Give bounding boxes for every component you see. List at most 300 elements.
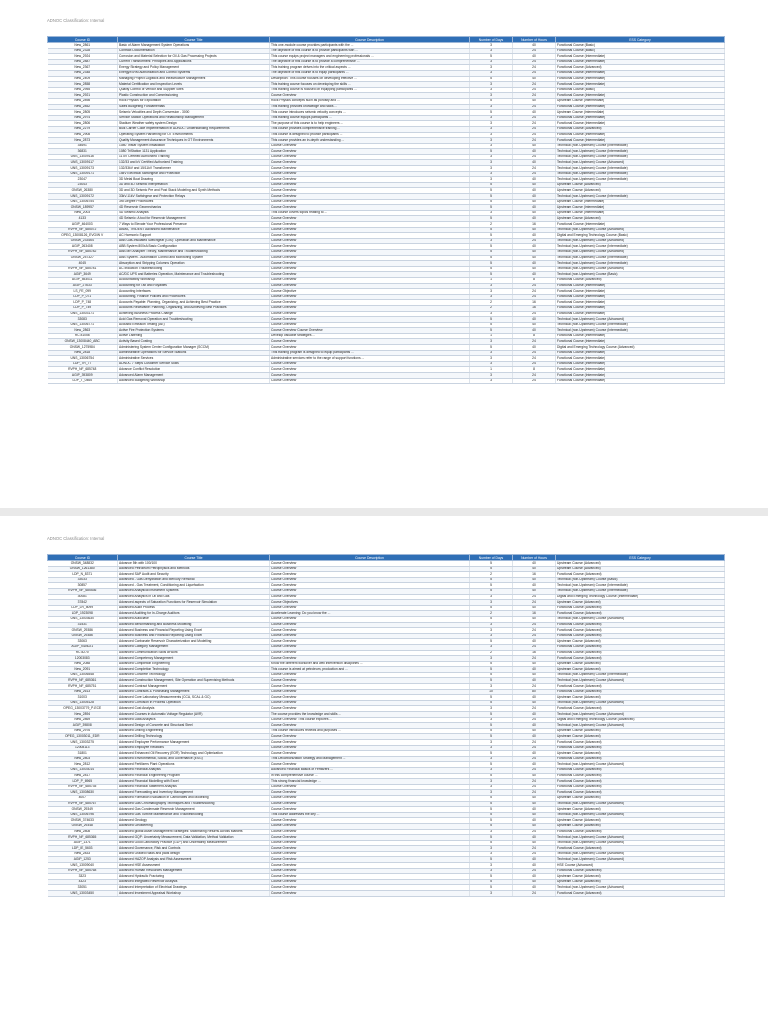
cell-ess-category: Upstream Course (Advanced) [556,216,725,222]
cell-course-id: ONSW_189957 [48,205,118,211]
cell-course-description: The objective of this course is to provide participants with ... [270,48,470,54]
cell-course-description: Description: This course focuses on developing effective ... [270,76,470,82]
cell-days: 2 [470,572,513,578]
cell-course-title: Advanced Business and Financial Reporting Using Excel [118,628,270,634]
cell-ess-category: Upstream Course (Advanced) [556,728,725,734]
cell-hours: 40 [513,818,556,824]
cell-course-id: AGIP_393809 [48,373,118,379]
cell-hours: 80 [513,689,556,695]
cell-days: 5 [470,272,513,278]
cell-course-title: ABB System - Automation Control and Monitoring System [118,255,270,261]
cell-course-id: UNS_13009173 [48,166,118,172]
cell-ess-category: Functional Course (Intermediate) [556,283,725,289]
cell-course-title: Contract Documentation [118,48,270,54]
cell-hours: 40 [513,210,556,216]
cell-days: 3 [470,356,513,362]
cell-course-id: New_2803 [48,756,118,762]
cell-ess-category: Technical (non-Upstream) Course (Intermediate) [556,672,725,678]
header-ess-category: ESS Category [556,555,725,561]
cell-course-description: Course Overview [270,577,470,583]
cell-course-id: OPEG_13003779_P-ECE [48,706,118,712]
cell-course-description: Course Overview [270,740,470,746]
cell-course-description: The course provides the knowledge and skills ... [270,712,470,718]
cell-course-description: Course Overview [270,723,470,729]
cell-days: 3 [470,104,513,110]
cell-course-description: Course Overview [270,244,470,250]
cell-course-description: Course Overview [270,322,470,328]
cell-course-description: Course Overview [270,605,470,611]
cell-hours: 40 [513,577,556,583]
header-course-description: Course Description [270,555,470,561]
cell-ess-category: Functional Course (Intermediate) [556,333,725,339]
header-course-title: Course Title [118,555,270,561]
cell-course-id: 31003 [48,695,118,701]
cell-ess-category: Technical (non-Upstream) Course (Intermediate) [556,171,725,177]
header-number-of-hours: Number of Hours [513,37,556,43]
cell-course-title: Advanced Gas Chromatography Techniques and Troubleshooting [118,801,270,807]
cell-ess-category: Functional Course (Intermediate) [556,367,725,373]
cell-ess-category: Technical (non-Upstream) Course (Intermediate) [556,194,725,200]
cell-hours: 24 [513,87,556,93]
cell-course-id: LDP_P_749 [48,305,118,311]
cell-course-description: This course is designed to provide participants ... [270,132,470,138]
cell-course-title: Advanced Gas Condensate Reservoir Management [118,807,270,813]
cell-ess-category: Upstream Course (Advanced) [556,661,725,667]
cell-course-title: Advanced Financial Modelling with Excel [118,779,270,785]
cell-ess-category: Functional Course (Advanced) [556,829,725,835]
cell-course-description: Know the different workover and well intervention disciplines ... [270,661,470,667]
cell-course-title: Advanced Completion Engineering [118,661,270,667]
cell-hours: 40 [513,801,556,807]
cell-ess-category: Technical (non-Upstream) Course (Intermediate) [556,149,725,155]
cell-course-title: Advanced Core Laboratory Measurements (CCA, SCAL & GC) [118,695,270,701]
cell-course-title: Advanced Audit Process [118,605,270,611]
cell-course-title: ABMA, TRIDENT Advanced Maintenance [118,227,270,233]
cell-days: 3 [470,339,513,345]
cell-ess-category: Upstream Course (Advanced) [556,734,725,740]
cell-course-description: Course Overview [270,272,470,278]
cell-days: 3 [470,82,513,88]
cell-course-description: In this comprehensive course ... [270,773,470,779]
cell-ess-category: Technical (non-Upstream) Course (Advanced) [556,160,725,166]
cell-course-title: ABB Gas-Insulated Switchgear (GIS): Operation and Maintenance [118,238,270,244]
cell-course-description: Course Overview [270,644,470,650]
cell-course-title: Advanced Human Resources Management [118,868,270,874]
cell-course-title: Corrosion and Material Selection for Oil & Gas Processing Projects [118,54,270,60]
cell-ess-category: Functional Course (Intermediate) [556,289,725,295]
cell-course-id: UNS_13008630 [48,790,118,796]
cell-days: 3 [470,378,513,384]
cell-course-description: The purpose of this course is to help engineers ... [270,121,470,127]
cell-hours: 8 [513,277,556,283]
cell-course-id: 30857 [48,583,118,589]
cell-course-description: Course Overview [270,762,470,768]
cell-course-title: Managing Project Logistics and Infrastructure Management [118,76,270,82]
cell-course-title: Advanced HAZOP Analysis and Risk Assessment [118,857,270,863]
cell-hours: 40 [513,661,556,667]
cell-course-id: RVPH_NF_685365 [48,835,118,841]
cell-course-id: New_2887 [48,59,118,65]
cell-ess-category: Technical (non-Upstream) Course (Advanced) [556,266,725,272]
cell-days: 5 [470,244,513,250]
cell-course-description: Course Objectives [270,600,470,606]
cell-course-id: New_2976 [48,728,118,734]
cell-days: 3 [470,829,513,835]
cell-hours: 40 [513,194,556,200]
cell-course-description: Course Overview [270,868,470,874]
cell-ess-category: Functional Course (Basic) [556,48,725,54]
cell-hours: 24 [513,706,556,712]
cell-days: 3 [470,43,513,49]
cell-course-description: Course Overview [270,885,470,891]
cell-course-title: Active Fire Protection Systems [118,328,270,334]
cell-hours: 40 [513,216,556,222]
cell-hours: 40 [513,345,556,351]
cell-course-id: LDP_T_0465 [48,378,118,384]
cell-days: 3 [470,121,513,127]
cell-days: 5 [470,255,513,261]
cell-hours: 40 [513,695,556,701]
cell-course-title: Bulk Carrier Code Implementation in ADNOC: Understanding Requirements [118,126,270,132]
cell-hours: 40 [513,751,556,757]
cell-course-id: ONSW_348832 [48,561,118,567]
cell-ess-category: Upstream Course (Intermediate) [556,205,725,211]
cell-course-id: OPEG_13008126_EVG/W V [48,233,118,239]
cell-days: 3 [470,846,513,852]
cell-hours: 24 [513,65,556,71]
cell-ess-category: Functional Course (Intermediate) [556,115,725,121]
cell-course-id: UNS_13006754 [48,199,118,205]
cell-course-description: This course covers topics relating to ... [270,210,470,216]
cell-days: 3 [470,779,513,785]
cell-course-id: ONSW_29386 [48,633,118,639]
cell-course-title: Advanced Cost Analysis [118,706,270,712]
cell-course-description: Develop valuable strategies ... [270,333,470,339]
cell-course-id: New_2091 [48,667,118,673]
cell-course-id: UNS_13003171 [48,311,118,317]
cell-days: 5 [470,261,513,267]
cell-course-title: Activity Based Costing [118,339,270,345]
cell-days: 5 [470,227,513,233]
cell-course-title: Advanced Geosteering [118,823,270,829]
cell-ess-category: Functional Course (Advanced) [556,656,725,662]
cell-hours: 40 [513,266,556,272]
cell-days: 3 [470,633,513,639]
cell-course-id: 23043 [48,182,118,188]
cell-ess-category: Technical (non-Upstream) Course (Intermediate) [556,177,725,183]
cell-hours: 24 [513,104,556,110]
cell-hours: 40 [513,177,556,183]
cell-course-title: Advanced Benchmarking and Business Modelling [118,622,270,628]
cell-days: 3 [470,311,513,317]
cell-course-title: Advanced Analytics in Oil and Gas [118,594,270,600]
cell-ess-category: Functional Course (Intermediate) [556,132,725,138]
cell-course-description: Course Objective [270,289,470,295]
cell-course-id: 4323 [48,879,118,885]
cell-ess-category: Functional Course (Advanced) [556,745,725,751]
cell-course-title: Advanced global Asset Management Strategies: Maximizing Returns Across Markets [118,829,270,835]
cell-ess-category: Functional Course (Intermediate) [556,305,725,311]
cell-course-description: Course Overview [270,891,470,897]
cell-ess-category: Functional Course (Advanced) [556,622,725,628]
cell-hours: 24 [513,784,556,790]
cell-course-description: Course Overview [270,311,470,317]
cell-course-title: Energy Strategy and Policy Management [118,65,270,71]
cell-course-id: RVPH_NF_685782 [48,249,118,255]
cell-hours: 40 [513,723,556,729]
cell-course-id: UNS_13009117 [48,160,118,166]
cell-hours: 40 [513,322,556,328]
cell-hours: 24 [513,350,556,356]
header-course-id: Course ID [48,37,118,43]
cell-course-title: Advance Conflict Resolution [118,367,270,373]
cell-course-description: This training course focuses on developing the skills ... [270,82,470,88]
cell-course-description: Course Overview [270,656,470,662]
cell-ess-category: Technical (non-Upstream) Course (Advanced) [556,700,725,706]
cell-ess-category: Functional Course (Advanced) [556,868,725,874]
cell-course-description: Course Overview [270,160,470,166]
cell-hours: 16 [513,572,556,578]
header-ess-category: ESS Category [556,37,725,43]
cell-course-id: LDP_TR_77 [48,361,118,367]
cell-course-description: Course Overview [270,277,470,283]
cell-course-title: Advanced Employee Performance Management [118,740,270,746]
cell-days: 5 [470,561,513,567]
cell-days: 3 [470,171,513,177]
cell-course-id: AGIP_1253 [48,857,118,863]
cell-course-description: Course Overview [270,205,470,211]
cell-course-description: This course is aimed at petroleum, production and ... [270,667,470,673]
cell-days: 3 [470,628,513,634]
cell-course-id: RVPH_NF_685748 [48,367,118,373]
cell-course-description: This Decarbonization Strategy and Management ... [270,756,470,762]
cell-course-title: Advanced Financial Analysis [118,767,270,773]
cell-days: 3 [470,166,513,172]
cell-course-description: Course Overview [270,784,470,790]
cell-course-id: ONSW_13008440_ABC [48,339,118,345]
cell-course-title: Accountability Workshop [118,277,270,283]
cell-course-title: Advanced Budgeting Workshop [118,378,270,384]
cell-ess-category: Functional Course (Basic) [556,87,725,93]
cell-course-id: 4007 [48,795,118,801]
cell-course-title: Advanced aspects of Saturation Functions for Reservoir Simulation [118,600,270,606]
cell-ess-category: Upstream Course (Advanced) [556,795,725,801]
cell-hours: 24 [513,361,556,367]
cell-days: 3 [470,684,513,690]
cell-course-description: The objective of this course is to equip participants ... [270,70,470,76]
cell-days: 5 [470,317,513,323]
cell-hours: 24 [513,656,556,662]
cell-course-id: LDP_P_071 [48,294,118,300]
cell-hours: 24 [513,115,556,121]
cell-course-id: ONSW_1261380 [48,566,118,572]
cell-course-description: Course Overview [270,823,470,829]
cell-hours: 40 [513,667,556,673]
cell-course-description: Administrative services refer to the range of support functions ... [270,356,470,362]
cell-course-id: 4133 [48,216,118,222]
cell-course-title: 7 Ways to Elevate Your Professional Presence [118,222,270,228]
cell-course-id: New_2817 [48,773,118,779]
cell-course-description: This course provides an in-depth understanding ... [270,138,470,144]
cell-course-id: RVPH_NF_685751 [48,684,118,690]
cell-ess-category: Functional Course (Advanced) [556,126,725,132]
cell-days: 3 [470,93,513,99]
cell-days: 2 [470,300,513,306]
cell-course-id: AGIP_3649 [48,272,118,278]
cell-course-title: 11 kV Certified Authorized Training [118,154,270,160]
cell-course-id: 33083 [48,317,118,323]
cell-course-id: New_2805 [48,110,118,116]
cell-course-description: Course Overview [270,588,470,594]
cell-hours: 40 [513,149,556,155]
cell-days: 10 [470,689,513,695]
cell-hours: 24 [513,70,556,76]
cell-hours: 24 [513,373,556,379]
cell-course-title: Advanced Hydraulic Fracturing [118,874,270,880]
cell-ess-category: Functional Course (Intermediate) [556,70,725,76]
cell-ess-category: Technical (non-Upstream) Course (Intermediate) [556,166,725,172]
cell-ess-category: Functional Course (Advanced) [556,756,725,762]
cell-days: 5 [470,577,513,583]
cell-ess-category: Upstream Course (Advanced) [556,751,725,757]
cell-course-id: RVPH_NF_685781 [48,266,118,272]
cell-course-title: Advanced Interpretation of Electrical Drawings [118,885,270,891]
cell-course-id: UNS_13005128 [48,700,118,706]
cell-course-id: UNS_13009040 [48,863,118,869]
cell-hours: 40 [513,857,556,863]
cell-hours: 40 [513,188,556,194]
cell-course-description: Course Overview [270,143,470,149]
cell-course-id: 23047 [48,177,118,183]
cell-days: 5 [470,823,513,829]
cell-course-title: Advanced Courses in Automatic Voltage Regulator (AVR) [118,712,270,718]
cell-course-title: ABB System 800xA Basic Configuration [118,244,270,250]
cell-days: 3 [470,622,513,628]
cell-ess-category: Functional Course (Intermediate) [556,59,725,65]
cell-course-title: Advanced Competency Management [118,656,270,662]
cell-days: 1 [470,333,513,339]
cell-course-description: Course Overview [270,199,470,205]
cell-hours: 40 [513,110,556,116]
classification-label: ADNOC Classification: Internal [47,536,105,541]
cell-ess-category: Technical (non-Upstream) Course (Intermediate) [556,154,725,160]
cell-course-description: Course Overview [270,678,470,684]
cell-hours: 24 [513,594,556,600]
cell-course-id: New_2367 [48,65,118,71]
cell-ess-category: Technical (non-Upstream) Course (Advanced) [556,616,725,622]
cell-days: 3 [470,177,513,183]
cell-course-title: Advanced Contract Management [118,684,270,690]
cell-course-id: New_2409 [48,76,118,82]
cell-ess-category: Functional Course (Advanced) [556,689,725,695]
cell-days: 3 [470,373,513,379]
cell-course-title: 132/33kV and 15/11kV Transformer [118,166,270,172]
cell-ess-category: Technical (non-Upstream) Course (Intermediate) [556,328,725,334]
cell-ess-category: Technical (non-Upstream) Course (Advanced) [556,762,725,768]
cell-hours: 40 [513,773,556,779]
cell-course-description: Course Overview [270,373,470,379]
cell-ess-category: Technical (non-Upstream) Course (Advanced) [556,249,725,255]
cell-course-description: Accelerate Learning: Do you know the ... [270,611,470,617]
cell-days: 5 [470,667,513,673]
cell-hours: 40 [513,588,556,594]
cell-ess-category: Functional Course (Advanced) [556,65,725,71]
cell-course-title: Advanced Integrated Reservoir Analysis [118,879,270,885]
cell-course-title: Advance 5th with 100/100 [118,561,270,567]
cell-course-id: ONSW_1275984 [48,345,118,351]
cell-days: 5 [470,723,513,729]
cell-course-id: OPEG_13003011_EDR [48,734,118,740]
cell-course-id: ONSW_257327 [48,255,118,261]
cell-hours: 24 [513,138,556,144]
cell-course-title: 132/33 and kV Certified Authorized Training [118,160,270,166]
cell-ess-category: Functional Course (Intermediate) [556,54,725,60]
cell-ess-category: Upstream Course (Advanced) [556,879,725,885]
cell-ess-category: Upstream Course (Intermediate) [556,110,725,116]
cell-course-id: ONSW_29349 [48,807,118,813]
cell-course-title: Sales Budgeting Fundamentals [118,104,270,110]
cell-course-id: New_2858 [48,82,118,88]
cell-course-description: Course Overview [270,790,470,796]
cell-days: 5 [470,110,513,116]
cell-hours: 24 [513,171,556,177]
cell-course-description: This training program delves into the critical aspects ... [270,65,470,71]
cell-ess-category: Functional Course (Intermediate) [556,311,725,317]
cell-ess-category: Functional Course (Advanced) [556,633,725,639]
cell-course-description: Course Overview [270,851,470,857]
cell-days: 5 [470,233,513,239]
cell-days: 3 [470,115,513,121]
cell-ess-category: Upstream Course (Advanced) [556,695,725,701]
cell-hours: 40 [513,835,556,841]
cell-ess-category: Technical (non-Upstream) Course (Advanced) [556,801,725,807]
cell-ess-category: Functional Course (Advanced) [556,706,725,712]
cell-hours: 40 [513,328,556,334]
cell-course-description: Course Overview [270,255,470,261]
cell-course-title: 3D and 4D Seismic Interpretation [118,182,270,188]
classification-label: ADNOC Classification: Internal [47,18,105,23]
cell-course-title: Stadium Weather safety system Design [118,121,270,127]
cell-hours: 40 [513,812,556,818]
cell-days: 5 [470,205,513,211]
cell-course-description: The objective of this course is to provide a comprehensive ... [270,59,470,65]
cell-course-id: New_2818 [48,350,118,356]
cell-course-description: Course Overview [270,305,470,311]
cell-days: 3 [470,717,513,723]
cell-course-id: UNS_13009116 [48,154,118,160]
cell-course-title: AC/DC UPS and Batteries Operation, Maintenance and Troubleshooting [118,272,270,278]
cell-course-description: This one-module course provides participants with the ... [270,43,470,49]
cell-hours: 40 [513,639,556,645]
cell-course-id: New_2088 [48,661,118,667]
cell-course-title: Absorption and Stripping Columns Operation [118,261,270,267]
cell-ess-category: Technical (non-Upstream) Course (Advanced) [556,851,725,857]
cell-course-description: Course Overview [270,751,470,757]
cell-course-description: Course Overview [270,628,470,634]
course-table [47,554,725,897]
cell-days: 3 [470,210,513,216]
cell-course-title: Advanced Employee Relations [118,745,270,751]
cell-course-title: Advanced Financial Engineering Program [118,773,270,779]
cell-course-id: New_2898 [48,98,118,104]
cell-course-description: Course Overview [270,222,470,228]
cell-course-id: LDP_P_748 [48,300,118,306]
cell-ess-category: Technical (non-Upstream) Course (Advanced) [556,812,725,818]
cell-ess-category: Functional Course (Advanced) [556,773,725,779]
cell-hours: 24 [513,132,556,138]
cell-ess-category: Functional Course (Intermediate) [556,104,725,110]
cell-course-description: Course Overview [270,361,470,367]
